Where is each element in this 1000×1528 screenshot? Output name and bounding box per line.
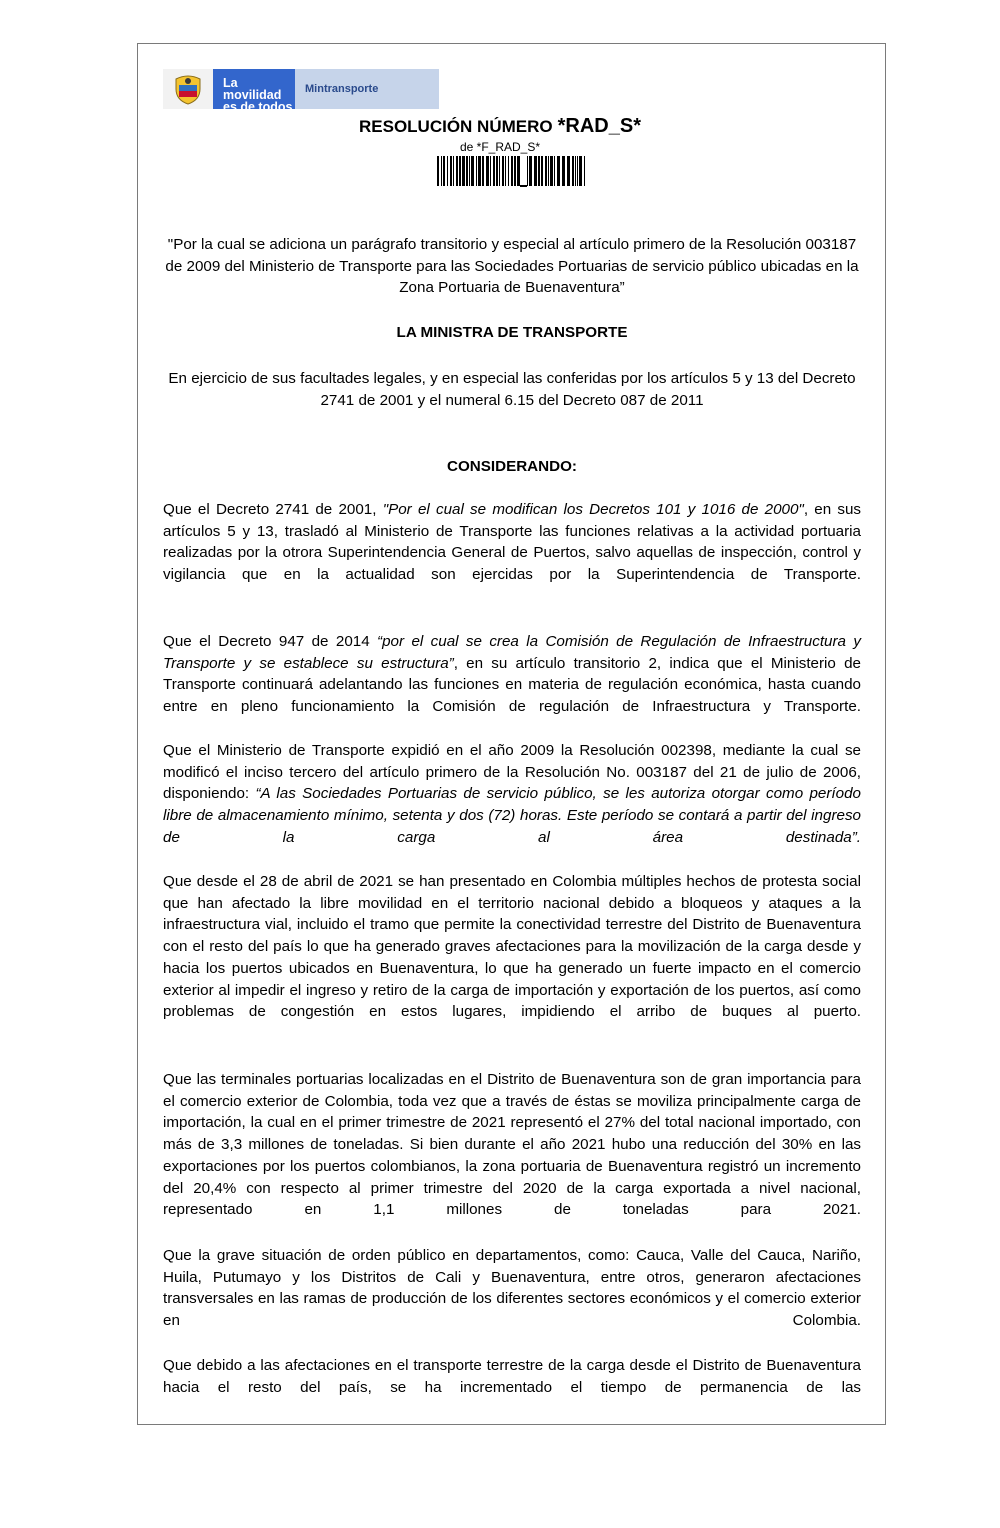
resolution-title [0,114,1000,139]
paragraph-4: Que desde el 28 de abril de 2021 se han presentado en Colombia múltiples hechos de protesta social que han afectado la libre movilidad en el territorio nacional debido a bloqueos y ataques a la infraestructura vial, incluido el tramo que permite la conectividad terrestre del Distrito de Buenaventura con el resto del país lo que ha generado graves afectaciones para la movilización de la carga desde y hacia los puertos ubicados en Buenaventura, lo que ha generado un fuerte impacto en el comercio exterior al impedir el ingreso y retiro de la carga de importación y exportación de los puertos, así como problemas de congestión en estos lugares, impidiendo el arribo de buques al puerto. [163,873,861,1021]
resolution-date: de *F_RAD_S* [459,140,541,154]
paragraph-7: Que debido a las afectaciones en el transporte terrestre de la carga desde el Distrito de Buenaventura hacia el resto del país, se ha incrementado el tiempo de permanencia de las [163,1357,861,1396]
paragraph-3-quote: “A las Sociedades Portuarias de servicio público, se les autoriza otorgar como período libre de almacenamiento mínimo, setenta y dos (72) horas. Este período se contará a partir del ingreso de la carga al área destinada”. [163,785,861,846]
coat-of-arms-icon [163,69,213,109]
paragraph-2-quote: “por el cual se crea la Comisión de Regulación de Infraestructura y Transporte y se establece su estructura” [163,633,861,672]
logo-slogan-line2: es de todos [223,100,293,114]
paragraph-3-intro: Que el Ministerio de Transporte expidió en el año 2009 la Resolución 002398, mediante la cual se modificó el inciso tercero del artículo primero de la Resolución No. 003187 del 21 de julio de 2006, disponiendo: [163,742,861,803]
barcode-icon [437,156,587,188]
paragraph-1 [163,499,861,608]
resolution-number: *RAD_S* [557,115,641,137]
minister-heading: LA MINISTRA DE TRANSPORTE [396,324,628,341]
paragraph-2 [163,631,861,740]
paragraph-6: Que la grave situación de orden público en departamentos, como: Cauca, Valle del Cauca, Nariño, Huila, Putumayo y los Distritos de Cali y Buenaventura, entre otros, generaron afectaciones transversales en las ramas de producción de los diferentes sectores económicos y el comercio exterior en Colombia. [163,1247,861,1330]
resolution-label: RESOLUCIÓN NÚMERO [359,117,553,136]
resolution-subject: "Por la cual se adiciona un parágrafo transitorio y especial al artículo primero de la Resolución 003187 de 2009 del Ministerio de Transporte para las Sociedades Portuarias de servicio público ubicadas en la Zona Portuaria de Buenaventura” [165,236,859,297]
paragraph-5: Que las terminales portuarias localizadas en el Distrito de Buenaventura son de gran importancia para el comercio exterior de Colombia, toda vez que a través de éstas se moviliza principalmente carga de importación, la cual en el primer trimestre de 2021 representó el 27% del total nacional importado, con más de 3,3 millones de toneladas. Si bien durante el año 2021 hubo una reducción del 30% en las exportaciones por los puertos colombianos, la zona portuaria de Buenaventura registró un incremento del 20,4% con respecto al primer trimestre del 2020 de la carga exportada a nivel nacional, representado en 1,1 millones de toneladas para 2021. [163,1071,861,1219]
logo-slogan-line1: La movilidad [223,76,282,102]
paragraph-1-intro: Que el Decreto 2741 de 2001, [163,501,383,518]
logo-ministry-name: Mintransporte [295,69,439,109]
paragraph-1-body: , en sus artículos 5 y 13, trasladó al Ministerio de Transporte las funciones relativas a la actividad portuaria realizadas por la otrora Superintendencia General de Puertos, salvo aquellas de inspección, control y vigilancia que en la actualidad son ejercidas por la Superintendencia de Transporte. [163,501,862,584]
logo-slogan [213,69,295,114]
paragraph-2-intro: Que el Decreto 947 de 2014 [163,633,378,650]
ministry-logo [163,69,439,114]
paragraph-1-quote: "Por el cual se modifican los Decretos 101 y 1016 de 2000" [382,501,804,518]
paragraph-3 [163,740,861,870]
legal-powers: En ejercicio de sus facultades legales, y en especial las conferidas por los artículos 5 y 13 del Decreto 2741 de 2001 y el numeral 6.15 del Decreto 087 de 2011 [168,370,856,409]
considerando-heading: CONSIDERANDO: [447,458,577,475]
paragraph-2-body: , en su artículo transitorio 2, indica que el Ministerio de Transporte continuará adelantando las funciones en materia de regulación económica, hasta cuando entre en pleno funcionamiento la Comisión de regulación de Infraestructura y Transporte. [163,654,861,716]
